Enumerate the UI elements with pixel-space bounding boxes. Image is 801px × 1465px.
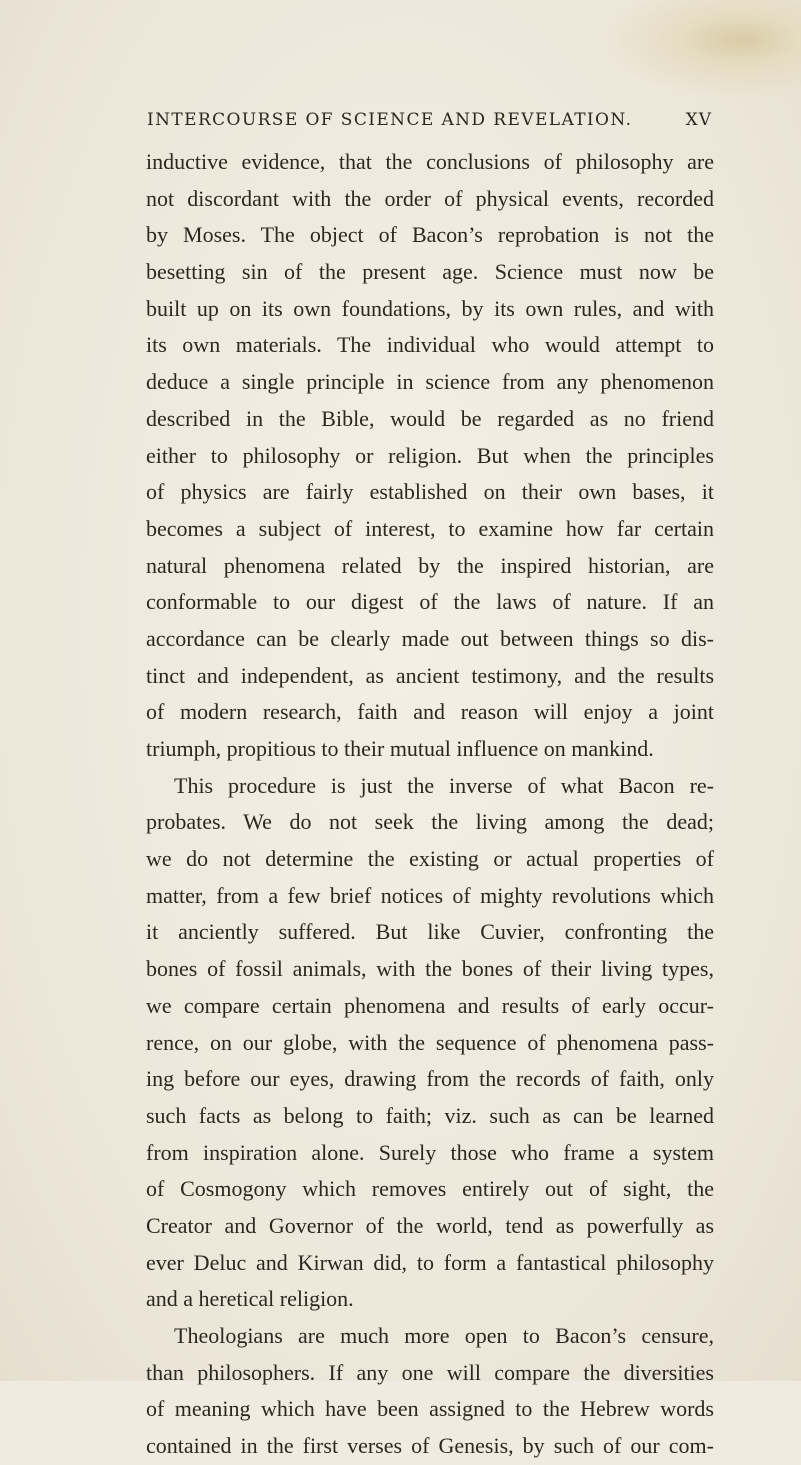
text-line: becomes a subject of interest, to examine how far certain bbox=[146, 515, 714, 541]
text-line: we compare certain phenomena and results of early occur- bbox=[146, 992, 714, 1018]
text-line: Creator and Governor of the world, tend as powerfully as bbox=[146, 1212, 714, 1238]
text-line: probates. We do not seek the living among the dead; bbox=[146, 809, 714, 835]
text-line: and a heretical religion. bbox=[146, 1286, 354, 1312]
paragraph-start-line: This procedure is just the inverse of what Bacon re- bbox=[174, 772, 714, 798]
text-line: tinct and independent, as ancient testimony, and the results bbox=[146, 662, 714, 688]
text-line: besetting sin of the present age. Science must now be bbox=[146, 259, 714, 285]
text-line: built up on its own foundations, by its own rules, and with bbox=[146, 295, 714, 321]
text-line: by Moses. The object of Bacon’s reprobation is not the bbox=[146, 222, 714, 248]
text-line: ever Deluc and Kirwan did, to form a fantastical philosophy bbox=[146, 1249, 714, 1275]
text-line: either to philosophy or religion. But when the principles bbox=[146, 442, 714, 468]
text-line: triumph, propitious to their mutual influence on mankind. bbox=[146, 736, 654, 761]
text-line: we do not determine the existing or actual properties of bbox=[146, 846, 714, 872]
text-line: deduce a single principle in science from any phenomenon bbox=[146, 369, 714, 395]
text-line: ing before our eyes, drawing from the records of faith, only bbox=[146, 1066, 714, 1092]
text-line: of Cosmogony which removes entirely out of sight, the bbox=[146, 1176, 714, 1202]
paper-stain bbox=[601, 0, 801, 100]
page-number: XV bbox=[685, 110, 712, 130]
paragraph-start-line: Theologians are much more open to Bacon’s censure, bbox=[174, 1323, 714, 1348]
page-header bbox=[147, 106, 712, 134]
text-line: of modern research, faith and reason will enjoy a joint bbox=[146, 699, 714, 725]
text-line: rence, on our globe, with the sequence of phenomena pass- bbox=[146, 1029, 714, 1055]
text-line: accordance can be clearly made out between things so dis- bbox=[146, 625, 714, 651]
running-head: INTERCOURSE OF SCIENCE AND REVELATION. bbox=[147, 110, 633, 130]
text-line: from inspiration alone. Surely those who frame a system bbox=[146, 1139, 714, 1165]
text-line: bones of fossil animals, with the bones of their living types, bbox=[146, 956, 714, 982]
text-line: of meaning which have been assigned to the Hebrew words bbox=[146, 1396, 714, 1422]
body-text bbox=[146, 144, 714, 1465]
text-line: natural phenomena related by the inspired historian, are bbox=[146, 552, 714, 578]
text-line: than philosophers. If any one will compare the diversities bbox=[146, 1359, 714, 1385]
text-line: of physics are fairly established on their own bases, it bbox=[146, 479, 714, 505]
text-line: matter, from a few brief notices of mighty revolutions which bbox=[146, 882, 714, 908]
text-line: such facts as belong to faith; viz. such as can be learned bbox=[146, 1102, 714, 1128]
text-line: its own materials. The individual who would attempt to bbox=[146, 332, 714, 358]
text-line: not discordant with the order of physical events, recorded bbox=[146, 185, 714, 211]
text-line: conformable to our digest of the laws of nature. If an bbox=[146, 589, 714, 615]
text-line: described in the Bible, would be regarded as no friend bbox=[146, 405, 714, 431]
text-line: inductive evidence, that the conclusions of philosophy are bbox=[146, 149, 714, 174]
text-line: it anciently suffered. But like Cuvier, confronting the bbox=[146, 919, 714, 945]
text-line: contained in the first verses of Genesis, by such of our com- bbox=[146, 1433, 714, 1459]
